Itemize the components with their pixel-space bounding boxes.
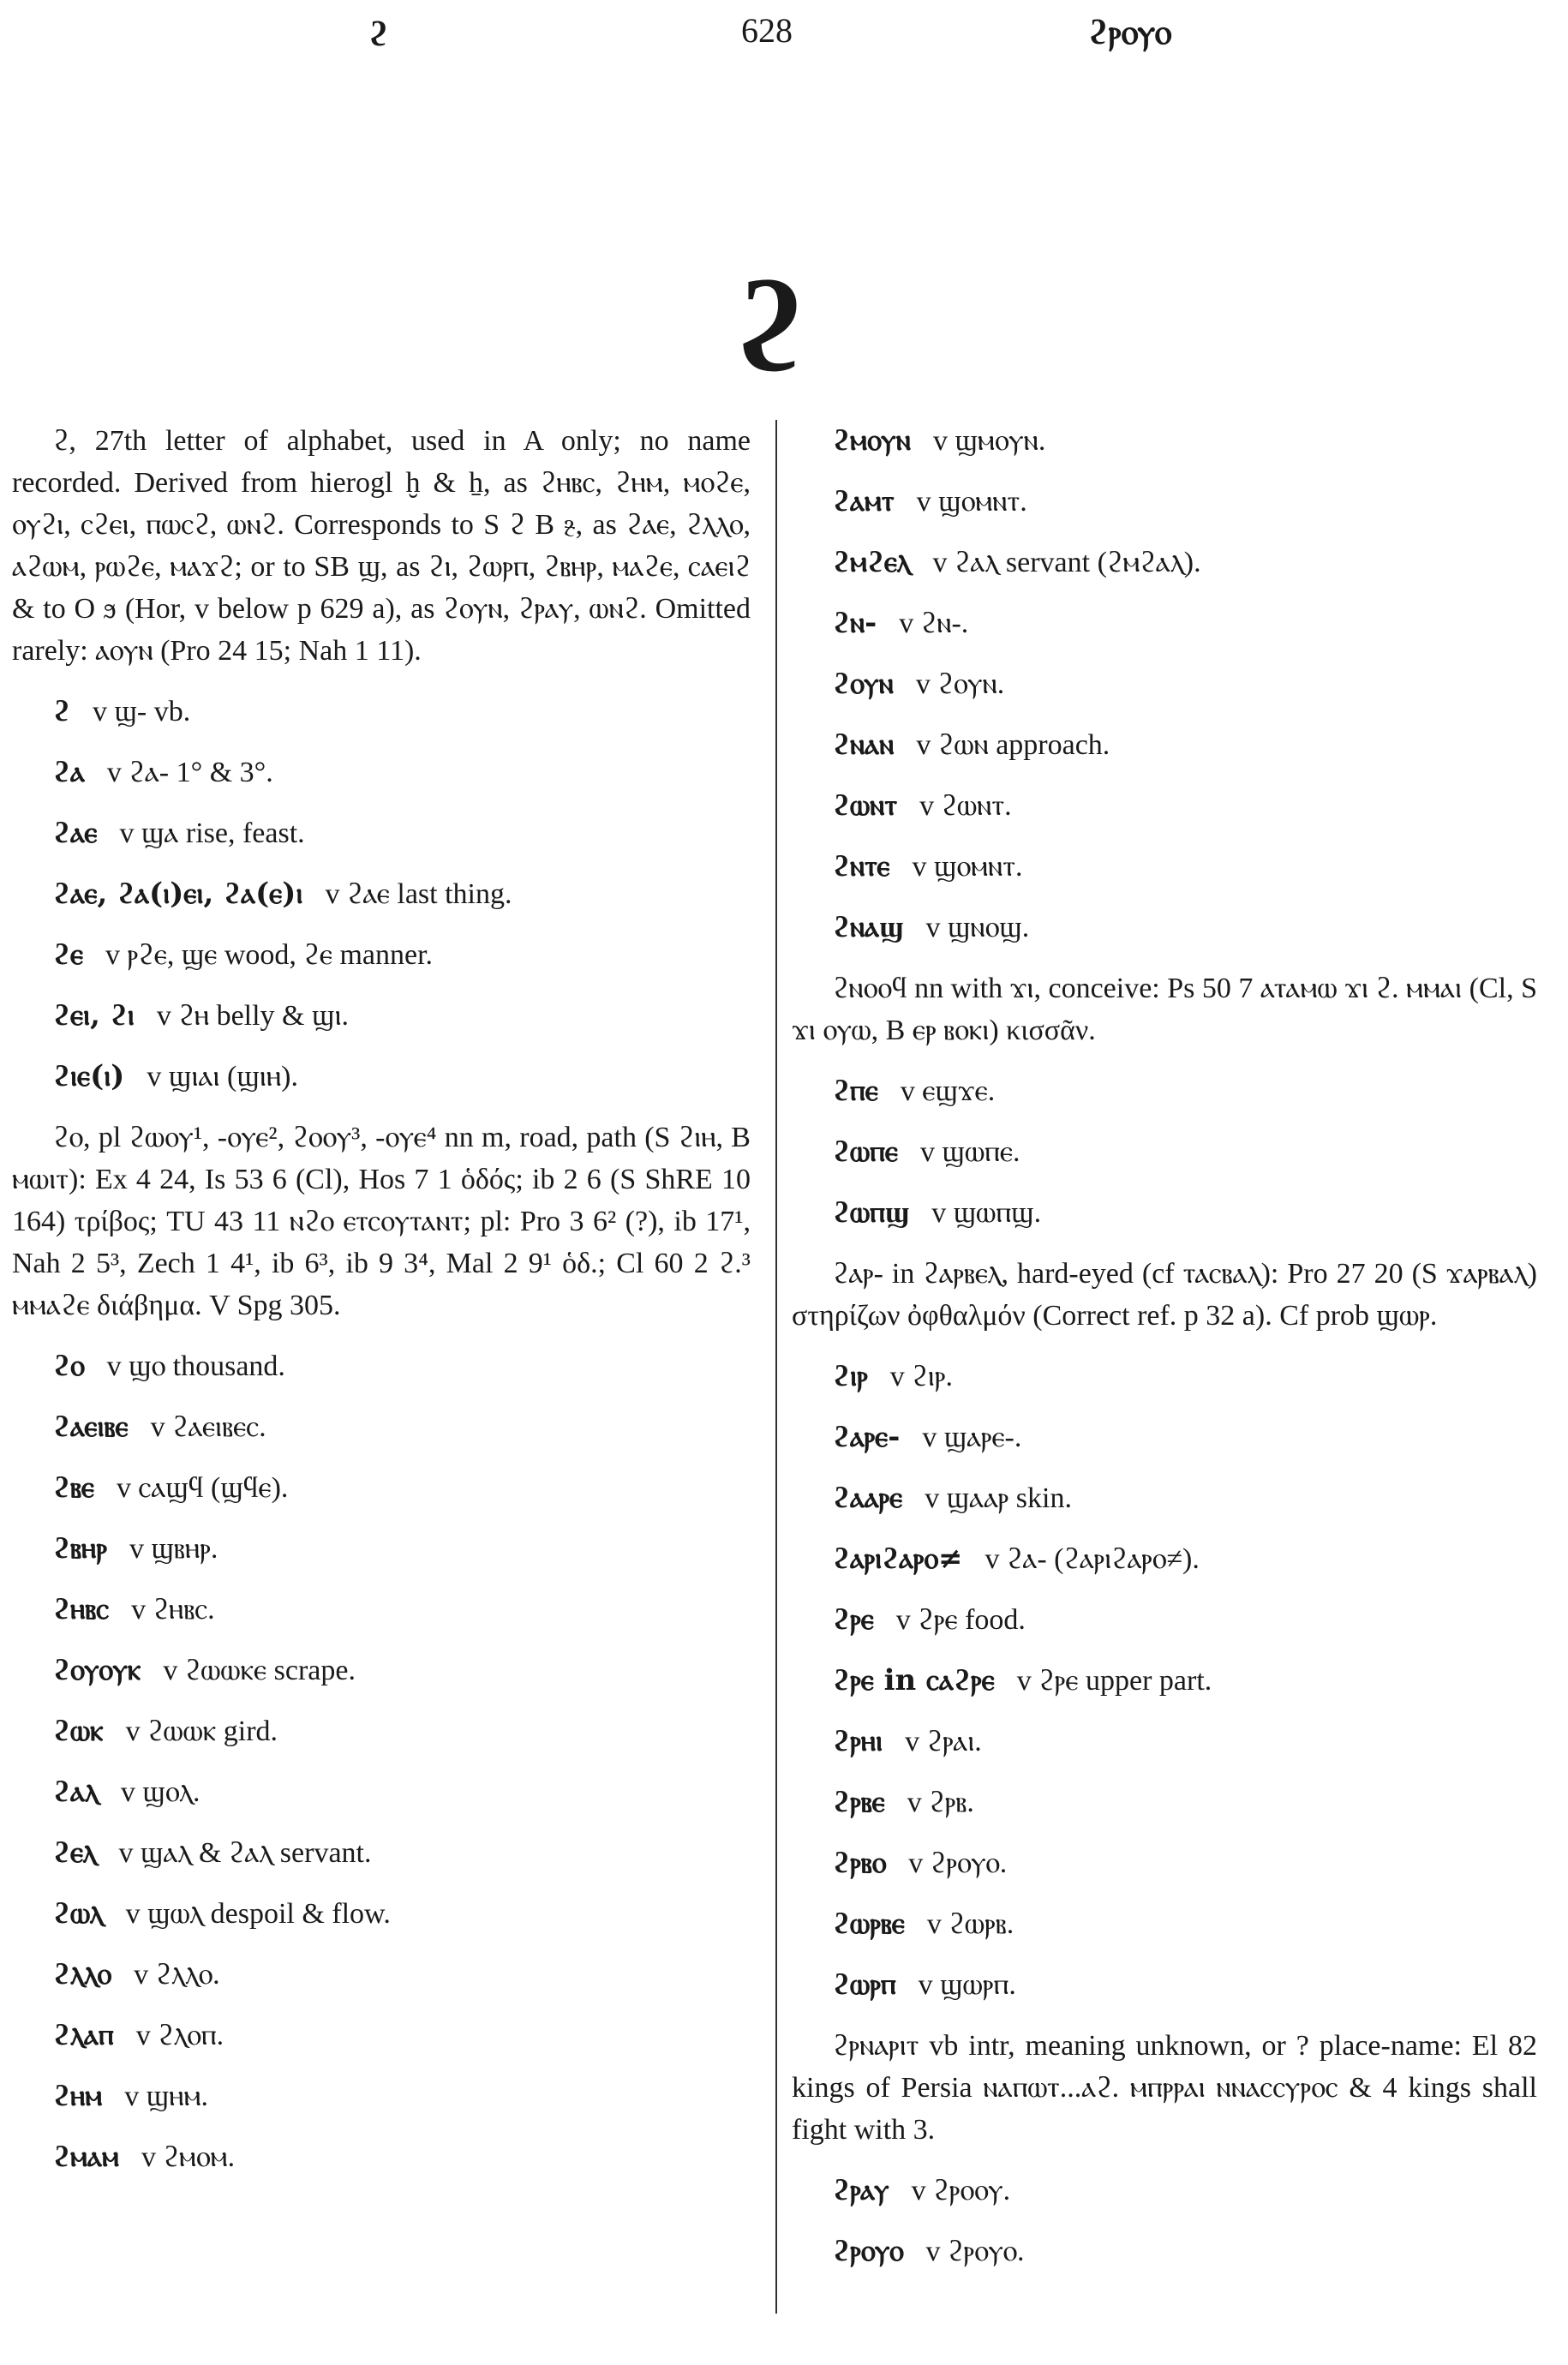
entry-reference: v ϩⲣⲟⲩⲟ. — [925, 2236, 1025, 2267]
entry-reference: v ϩⲁⲗ servant (ϩⲙϩⲁⲗ). — [932, 547, 1201, 578]
entry-reference: v ϩⲛ-. — [899, 608, 969, 639]
entry-reference: v ϩⲁⲉ last thing. — [325, 878, 512, 910]
entry-reference: v ⲉϣϫⲉ. — [900, 1075, 996, 1107]
dictionary-entry — [792, 846, 1537, 888]
entry-headword: ϩⲉⲓ, ϩⲓ — [53, 998, 135, 1033]
dictionary-entry — [792, 785, 1537, 827]
dictionary-entry — [792, 1538, 1537, 1580]
entry-reference: v ϩⲣⲁⲓ. — [905, 1726, 982, 1757]
dictionary-entry — [12, 995, 751, 1037]
dictionary-entry — [792, 1131, 1537, 1173]
dictionary-entry — [792, 724, 1537, 766]
entry-headword: ϩ — [53, 694, 70, 728]
entry-reference: v ϣⲟ thousand. — [106, 1350, 285, 1382]
entry-headword: ϩⲓⲉ(ⲓ) — [53, 1059, 125, 1093]
entry-headword: ϩⲟⲩⲛ — [833, 667, 894, 701]
entry-har: ϩⲁⲣ- in ϩⲁⲣⲃⲉⲗ, hard-eyed (cf ⲧⲁⲥⲃⲁⲗ): Pro 27 20 (S ϫⲁⲣⲃⲁⲗ) στηρίζων ὀφθαλμόν (Correct ref. p 32 a). Cf prob ϣⲱⲣ. — [792, 1258, 1537, 1332]
entry-headword: ϩⲁⲣⲉ- — [833, 1420, 901, 1454]
dictionary-entry — [792, 907, 1537, 949]
dictionary-entry — [792, 1070, 1537, 1112]
entry-reference: v ϩⲱⲱⲕⲉ scrape. — [163, 1655, 356, 1686]
dictionary-entry — [792, 1356, 1537, 1398]
entry-reference: v ϣⲛⲟϣ. — [925, 912, 1030, 943]
dictionary-entry — [792, 1842, 1537, 1884]
dictionary-entry — [792, 420, 1537, 462]
dictionary-entry — [792, 1599, 1537, 1641]
dictionary-entry — [12, 1893, 751, 1935]
entry-headword: ϩⲁⲣⲓϩⲁⲣⲟ≠ — [833, 1542, 963, 1576]
entry-headword: ϩⲱⲕ — [53, 1714, 104, 1748]
entry-headword: ϩⲉ — [53, 937, 84, 972]
entry-headword: ϩⲁⲙⲧ — [833, 484, 895, 518]
entry-ho-road: ϩⲟ, pl ϩⲱⲟⲩ¹, -ⲟⲩⲉ², ϩⲟⲟⲩ³, -ⲟⲩⲉ⁴ nn m, road, path (S ϩⲓⲏ, B ⲙⲱⲓⲧ): Ex 4 24, Is 53 6 (Cl), Hos 7 1 ὁδός; ib 2 6 (S ShRE 10 164) τρίβος; TU 43 11 ⲛϩⲟ ⲉⲧⲥⲟⲩⲧⲁⲛⲧ; pl: Pro 3 6² (?), ib 17¹, Nah 2 5³, Zech 1 4¹, ib 6³, ib 9 3⁴, Mal 2 9¹ ὁδ.; Cl 60 2 ϩ.³ ⲙⲙⲁϩⲉ διάβημα. V Spg 305. — [12, 1122, 751, 1321]
entry-reference: v ϩⲣⲟⲟⲩ. — [911, 2175, 1011, 2206]
dictionary-entry — [12, 1589, 751, 1631]
entry-headword: ϩⲁⲉⲓⲃⲉ — [53, 1410, 129, 1444]
dictionary-entry — [12, 934, 751, 976]
dictionary-entry — [12, 691, 751, 733]
dictionary-entry — [792, 481, 1537, 523]
entry-headword: ϩⲟⲩⲟⲩⲕ — [53, 1653, 141, 1687]
entry-headword: ϩⲣⲃⲟ — [833, 1846, 887, 1880]
section-letter: ϩ — [733, 250, 808, 401]
entry-headword: ϩⲙϩⲉⲗ — [833, 545, 911, 579]
dictionary-entry — [12, 873, 751, 915]
entry-headword: ϩⲏⲙ — [53, 2079, 103, 2113]
entry-reference: v ϣⲟⲙⲛⲧ. — [912, 851, 1023, 883]
entry-reference: v ϩⲱⲱⲕ gird. — [125, 1715, 278, 1747]
right-column — [792, 420, 1537, 2291]
entry-headword: ϩⲣⲟⲩⲟ — [833, 2234, 904, 2268]
entry-reference: v ⲥⲁϣϥ (ϣϥⲉ). — [117, 1472, 289, 1504]
dictionary-entry — [12, 1406, 751, 1448]
entry-list — [792, 420, 1537, 949]
entry-headword: ϩⲣⲏⲓ — [833, 1724, 883, 1758]
entry-list — [792, 1070, 1537, 1234]
entry-reference: v ϩⲟⲩⲛ. — [915, 668, 1005, 700]
entry-reference: v ϣⲟⲗ. — [120, 1776, 200, 1808]
dictionary-entry — [12, 1056, 751, 1098]
dictionary-entry — [12, 1528, 751, 1570]
entry-reference: v ϣⲁ rise, feast. — [119, 817, 305, 849]
entry-reference: v ϩⲙⲟⲙ. — [141, 2141, 236, 2173]
dictionary-entry — [12, 812, 751, 854]
entry-reference: v ϣⲏⲙ. — [124, 2081, 209, 2112]
entry-reference: v ϩⲱⲛ approach. — [916, 729, 1110, 761]
entry-reference: v ϩⲣⲉ food. — [895, 1604, 1026, 1636]
entry-hnooq: ϩⲛⲟⲟϥ nn with ϫⲓ, conceive: Ps 50 7 ⲁⲧⲁⲙⲱ ϫⲓ ϩ. ⲙⲙⲁⲓ (Cl, S ϫⲓ ⲟⲩⲱ, B ⲉⲣ ⲃⲟⲕⲓ) κισσᾶν. — [792, 973, 1537, 1046]
entry-hrnarit: ϩⲣⲛⲁⲣⲓⲧ vb intr, meaning unknown, or ? place-name: El 82 kings of Persia ⲛⲁⲡⲱⲧ...ⲁϩ. ⲙⲡⲣⲣⲁⲓ ⲛⲛⲁⲥⲥⲩⲣⲟⲥ & 4 kings shall fight with 3. — [792, 2030, 1537, 2146]
entry-reference: v ϣⲟⲙⲛⲧ. — [916, 486, 1027, 518]
entry-headword: ϩⲁⲁⲣⲉ — [833, 1481, 903, 1515]
entry-headword: ϩⲱⲣⲡ — [833, 1967, 896, 2002]
entry-headword: ϩⲓⲣ — [833, 1359, 868, 1393]
entry-list — [792, 1356, 1537, 2006]
entry-headword: ϩⲁ — [53, 755, 85, 789]
entry-reference: v ϩⲏⲃⲥ. — [131, 1594, 215, 1626]
left-column — [12, 420, 751, 2197]
entry-reference: v ϩⲣⲃ. — [907, 1787, 974, 1818]
dictionary-entry — [792, 1477, 1537, 1519]
entry-reference: v ϣⲙⲟⲩⲛ. — [932, 425, 1046, 457]
dictionary-entry — [792, 602, 1537, 644]
entry-headword: ϩⲱⲗ — [53, 1896, 104, 1931]
dictionary-entry — [792, 1192, 1537, 1234]
entry-headword: ϩⲁⲉ, ϩⲁ(ⲓ)ⲉⲓ, ϩⲁ(ⲉ)ⲓ — [53, 877, 303, 911]
entry-headword: ϩⲗⲁⲡ — [53, 2018, 114, 2052]
entry-headword: ϩⲁⲉ — [53, 816, 98, 850]
entry-headword: ϩⲱⲛⲧ — [833, 788, 898, 823]
dictionary-entry — [792, 1721, 1537, 1763]
running-head-right: ϩⲣⲟⲩⲟ — [1088, 12, 1172, 52]
dictionary-entry — [12, 2075, 751, 2117]
entry-headword: ϩⲣⲁⲩ — [833, 2173, 889, 2207]
entry-reference: v ϩⲁ- 1° & 3°. — [106, 757, 273, 788]
entry-list — [792, 2170, 1537, 2272]
entry-headword: ϩⲏⲃⲥ — [53, 1592, 110, 1626]
dictionary-entry — [12, 1467, 751, 1509]
entry-headword: ϩⲣⲉ in ⲥⲁϩⲣⲉ — [833, 1663, 995, 1697]
dictionary-entry — [12, 751, 751, 793]
entry-headword: ϩⲡⲉ — [833, 1074, 878, 1108]
entry-list — [12, 691, 751, 1098]
entry-headword: ϩⲙⲟⲩⲛ — [833, 423, 911, 458]
running-head-left: ϩ — [368, 14, 389, 54]
dictionary-entry — [12, 2136, 751, 2178]
entry-reference: v ϩⲱⲣⲃ. — [926, 1908, 1014, 1940]
dictionary-entry — [792, 1660, 1537, 1702]
entry-reference: v ϩⲁⲉⲓⲃⲉⲥ. — [150, 1411, 266, 1443]
entry-headword: ϩⲣⲃⲉ — [833, 1785, 885, 1819]
dictionary-entry — [792, 1781, 1537, 1823]
entry-headword: ϩⲉⲗ — [53, 1835, 97, 1870]
dictionary-entry — [12, 1771, 751, 1813]
entry-list — [12, 1345, 751, 2178]
dictionary-entry — [792, 542, 1537, 584]
entry-headword: ϩⲗⲗⲟ — [53, 1957, 112, 1991]
dictionary-entry — [792, 663, 1537, 705]
column-divider — [775, 420, 777, 2314]
entry-headword: ϩⲛⲧⲉ — [833, 849, 890, 883]
entry-headword: ϩⲟ — [53, 1349, 85, 1383]
dictionary-entry — [12, 1954, 751, 1996]
entry-headword: ϩⲛ- — [833, 606, 877, 640]
entry-headword: ϩⲃⲉ — [53, 1470, 94, 1505]
entry-reference: v ϩⲗⲟⲡ. — [135, 2020, 224, 2051]
dictionary-entry — [12, 1832, 751, 1874]
entry-reference: v ϩⲓⲣ. — [889, 1361, 954, 1392]
dictionary-entry — [792, 1964, 1537, 2006]
entry-headword: ϩⲁⲗ — [53, 1775, 99, 1809]
entry-reference: v ϩⲱⲛⲧ. — [919, 790, 1012, 822]
entry-reference: v ϣⲱⲡⲉ. — [920, 1136, 1020, 1168]
entry-reference: v ϣⲓⲁⲓ (ϣⲓⲏ). — [147, 1061, 298, 1093]
dictionary-entry — [12, 1710, 751, 1752]
entry-reference: v ϣⲱⲡϣ. — [931, 1197, 1042, 1229]
entry-reference: v ϩⲣⲉ upper part. — [1016, 1665, 1212, 1697]
entry-reference: v ϩⲁ- (ϩⲁⲣⲓϩⲁⲣⲟ≠). — [984, 1543, 1200, 1575]
entry-reference: v ϣ- vb. — [92, 696, 191, 727]
entry-reference: v ϣⲁⲁⲣ skin. — [925, 1482, 1072, 1514]
dictionary-entry — [792, 2170, 1537, 2212]
dictionary-entry — [792, 1903, 1537, 1945]
entry-headword: ϩⲱⲣⲃⲉ — [833, 1907, 905, 1941]
entry-headword: ϩⲛⲁⲛ — [833, 727, 895, 762]
entry-headword: ϩⲣⲉ — [833, 1602, 874, 1637]
page-number: 628 — [741, 11, 793, 50]
dictionary-entry — [12, 1345, 751, 1387]
entry-headword: ϩⲱⲡⲉ — [833, 1135, 899, 1169]
dictionary-entry — [12, 1650, 751, 1691]
entry-reference: v ϩⲏ belly & ϣⲓ. — [156, 1000, 350, 1032]
dictionary-entry — [792, 2230, 1537, 2272]
entry-reference: v ϩⲗⲗⲟ. — [134, 1959, 220, 1991]
entry-reference: v ϣⲱⲣⲡ. — [918, 1969, 1016, 2001]
entry-headword: ϩⲙⲁⲙ — [53, 2140, 119, 2174]
letter-intro: ϩ, 27th letter of alphabet, used in A only; no name recorded. Derived from hierogl ḫ & ẖ, as ϩⲏⲃⲥ, ϩⲏⲙ, ⲙⲟϩⲉ, ⲟⲩϩⲓ, ⲥϩⲉⲓ, ⲡⲱⲥϩ, ⲱⲛϩ. Corresponds to S ϩ B ⳉ, as ϩⲁⲉ, ϩⲗⲗⲟ, ⲁϩⲱⲙ, ⲣⲱϩⲉ, ⲙⲁϫϩ; or to SB ϣ, as ϩⲓ, ϩⲱⲣⲡ, ϩⲃⲏⲣ, ⲙⲁϩⲉ, ⲥⲁⲉⲓϩ & to O ϧ (Hor, v below p 629 a), as ϩⲟⲩⲛ, ϩⲣⲁⲩ, ⲱⲛϩ. Omitted rarely: ⲁⲟⲩⲛ (Pro 24 15; Nah 1 11). — [12, 425, 751, 667]
dictionary-entry — [12, 2015, 751, 2057]
entry-reference: v ϣⲱⲗ despoil & flow. — [125, 1898, 391, 1930]
entry-reference: v ϣⲁⲣⲉ-. — [922, 1422, 1022, 1453]
entry-headword: ϩⲃⲏⲣ — [53, 1531, 107, 1566]
entry-headword: ϩⲛⲁϣ — [833, 910, 904, 944]
entry-reference: v ϩⲣⲟⲩⲟ. — [908, 1847, 1008, 1879]
entry-reference: v ϣⲁⲗ & ϩⲁⲗ servant. — [118, 1837, 372, 1869]
entry-reference: v ϣⲃⲏⲣ. — [129, 1533, 218, 1565]
dictionary-entry — [792, 1416, 1537, 1458]
entry-headword: ϩⲱⲡϣ — [833, 1195, 910, 1230]
entry-reference: v ⲣϩⲉ, ϣⲉ wood, ϩⲉ manner. — [105, 939, 434, 971]
